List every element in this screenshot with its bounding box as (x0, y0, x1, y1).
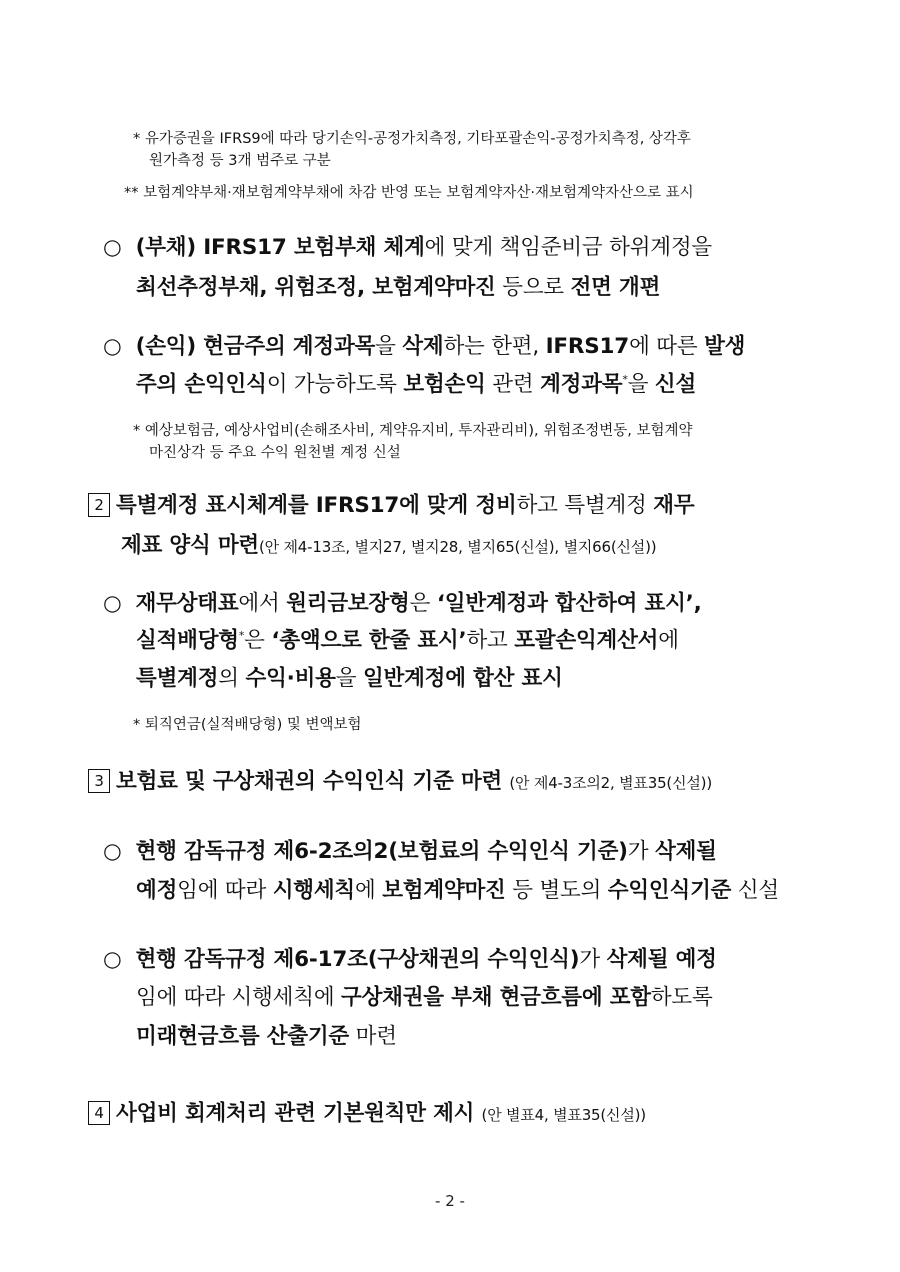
bold-text: 재무상태표 (135, 591, 239, 616)
bullet-special-account-line-1 (103, 589, 702, 619)
text: 가 (579, 947, 607, 972)
page-number: - 2 - (435, 1192, 465, 1210)
text: 하도록 (650, 985, 713, 1010)
section-4-heading (88, 1099, 646, 1130)
footnote-1-line-1 (133, 128, 691, 150)
bullet-pnl-line-1 (103, 332, 745, 362)
bullet-premium-line-2 (136, 876, 779, 906)
footnote-text: 퇴직연금(실적배당형) 및 변액보험 (144, 717, 362, 733)
text: 에 (658, 628, 679, 653)
text: 임에 따라 시행세칙에 (136, 985, 342, 1010)
bold-text: ‘일반계정과 합산하여 표시’, (436, 591, 702, 616)
bullet-special-account-line-2 (136, 626, 679, 656)
text: 의 (218, 666, 246, 691)
bullet-subrogation-line-1 (103, 945, 717, 975)
footnote-1-line-2: 원가측정 등 3개 범주로 구분 (149, 153, 331, 169)
bullet-pnl-line-2 (136, 370, 696, 400)
bold-text: 수익·비용 (245, 666, 336, 691)
bold-text: 수익인식기준 (607, 878, 732, 903)
reference-text: (안 제4-3조의2, 별표35(신설)) (509, 774, 712, 792)
bold-text: 삭제 (402, 334, 444, 359)
bold-text: (손익) 현금주의 계정과목 (135, 334, 376, 359)
bullet-special-account-line-3 (136, 664, 563, 694)
bullet-marker: ○ (103, 235, 122, 260)
text: 등으로 (495, 275, 571, 300)
bold-text: 사업비 회계처리 관련 기본원칙만 제시 (116, 1101, 475, 1126)
text: 에서 (238, 591, 287, 616)
bullet-liability-line-1 (103, 233, 712, 263)
bullet-pnl-footnote-line-1 (133, 420, 693, 442)
bold-text: ‘총액으로 한줄 표시’ (271, 628, 467, 653)
text: 하고 (466, 628, 515, 653)
bold-text: 최선추정부채, 위험조정, 보험계약마진 (136, 275, 496, 300)
text: 등 별도의 (505, 878, 608, 903)
bullet-marker: ○ (103, 334, 122, 359)
text: 에 맞게 책임준비금 하위계정을 (424, 235, 712, 260)
bold-text: 현행 감독규정 제6-2조의2(보험료의 수익인식 기준) (135, 839, 628, 864)
bold-text: 특별계정 표시체계를 IFRS17에 맞게 정비 (116, 493, 517, 518)
bold-text: 시행세칙 (272, 878, 355, 903)
text: 신설 (731, 878, 779, 903)
footnote-text: 유가증권을 IFRS9에 따라 당기손익-공정가치측정, 기타포괄손익-공정가치측정, 상각후 (144, 131, 691, 147)
text: 하는 한편, (443, 334, 546, 359)
bold-text: 제표 양식 마련 (121, 533, 259, 558)
section-number-box: 3 (88, 769, 110, 793)
text: 에 따른 (629, 334, 705, 359)
section-3-heading (88, 767, 712, 798)
text: 관련 (485, 372, 541, 397)
bold-text: 보험계약마진 (382, 878, 506, 903)
text: 마련 (348, 1024, 397, 1049)
bullet-special-account-footnote (133, 714, 362, 736)
text: 이 가능하도록 (266, 372, 404, 397)
bold-text: 원리금보장형 (286, 591, 410, 616)
footnote-text: 보험계약부채·재보험계약부채에 차감 반영 또는 보험계약자산·재보험계약자산으로 표시 (143, 185, 694, 201)
text: 임에 따라 (177, 878, 273, 903)
section-2-line-2 (121, 531, 656, 562)
text: 을 (335, 666, 363, 691)
text: 에 (354, 878, 383, 903)
text: 을 (627, 372, 655, 397)
bullet-liability-line-2 (136, 273, 660, 303)
bold-text: 보험손익 (403, 372, 486, 397)
footnote-text: 예상보험금, 예상사업비(손해조사비, 계약유지비, 투자관리비), 위험조정변동, 보험계약 (144, 423, 693, 439)
reference-text: (안 별표4, 별표35(신설)) (481, 1106, 646, 1124)
footnote-marker: * (133, 717, 141, 733)
text: 은 (244, 628, 272, 653)
bold-text: 현행 감독규정 제6-17조(구상채권의 수익인식) (135, 947, 580, 972)
text: 은 (409, 591, 437, 616)
footnote-2-line-1 (124, 182, 694, 204)
bold-text: 특별계정 (136, 666, 219, 691)
bold-text: 구상채권을 부채 현금흐름에 포함 (341, 985, 651, 1010)
text: 하고 특별계정 (516, 493, 654, 518)
reference-text: (안 제4-13조, 별지27, 별지28, 별지65(신설), 별지66(신설)) (259, 538, 657, 556)
bullet-marker: ○ (103, 591, 122, 616)
bold-text: 발생 (704, 334, 746, 359)
text: 가 (627, 839, 655, 864)
bullet-marker: ○ (103, 839, 122, 864)
bold-text: (부채) IFRS17 보험부채 체계 (135, 235, 425, 260)
bullet-subrogation-line-2 (136, 983, 713, 1013)
bold-text: 전면 개편 (570, 275, 661, 300)
bold-text: 포괄손익계산서 (514, 628, 659, 653)
bullet-subrogation-line-3 (136, 1022, 397, 1052)
bold-text: 신설 (654, 372, 697, 397)
bold-text: 실적배당형 (136, 628, 239, 653)
bullet-marker: ○ (103, 947, 122, 972)
bullet-premium-line-1 (103, 837, 717, 867)
footnote-marker: * (133, 423, 141, 439)
bold-text: 보험료 및 구상채권의 수익인식 기준 마련 (116, 769, 503, 794)
bold-text: 예정 (136, 878, 178, 903)
bold-text: 주의 손익인식 (136, 372, 267, 397)
footnote-marker: ** (124, 185, 139, 201)
bold-text: 삭제될 (655, 839, 717, 864)
bullet-pnl-footnote-line-2: 마진상각 등 주요 수익 원천별 계정 신설 (149, 445, 401, 461)
bold-text: 계정과목 (540, 372, 623, 397)
section-number-box: 2 (88, 493, 110, 517)
footnote-marker: * (622, 372, 628, 386)
bold-text: 미래현금흐름 산출기준 (136, 1024, 349, 1049)
bold-text: 삭제될 예정 (606, 947, 717, 972)
footnote-marker: * (238, 628, 245, 642)
bold-text: 일반계정에 합산 표시 (362, 666, 563, 691)
bold-text: 재무 (653, 493, 695, 518)
section-2-line-1 (88, 491, 694, 521)
footnote-marker: * (133, 131, 141, 147)
bold-text: IFRS17 (545, 334, 630, 359)
section-number-box: 4 (88, 1101, 110, 1125)
text: 을 (375, 334, 403, 359)
